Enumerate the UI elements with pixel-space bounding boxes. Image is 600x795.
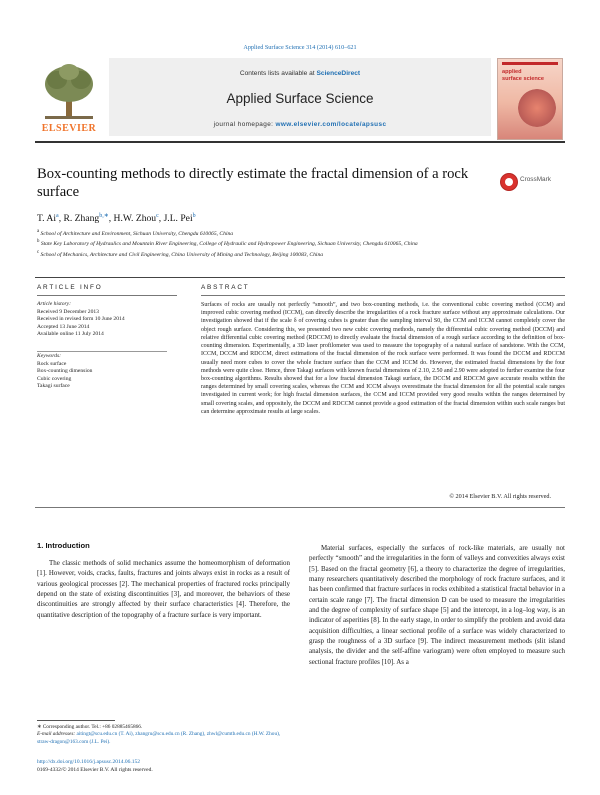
author-name: T. Ai — [37, 213, 57, 225]
abstract-end-rule — [35, 507, 565, 508]
keyword: Takagi surface — [37, 383, 70, 390]
journal-citation[interactable]: Applied Surface Science 314 (2014) 610–621 — [243, 44, 357, 51]
author-affiliation-marker[interactable]: b — [192, 213, 196, 219]
author-list — [37, 212, 196, 224]
body-paragraph: Material surfaces, especially the surfaces of rock-like materials, are usually not perfectly “smooth” and the irregularities in the form of valleys and convexities always exist [5]. Based on the fractal geometry [6], a theory to characterize the degree of irregularities, many researchers quantitatively described the morphology of rock fracture surfaces, and it has been confirmed that fracture surfaces in rocks exhibited a statistical fractal behavior in a certain scale range [7]. The fractal dimension D can be used to measure the irregularities and the degree of complexity of surface shape [5] and the intercept, in a log–log way, is an indicator of asperities [8]. In the early stage, in order to simplify the problem and avoid data acquisition difficulties, a linear sectional profile of a surface was widely characterized to grasp the roughness of a 3D surface [9]. The indirect measurement methods (slit island analysis, the divider and the self-affine variogram) were often employed to measure such sectional fracture profiles [10]. As a — [309, 544, 565, 666]
affiliation-text: State Key Laboratory of Hydraulics and Mountain River Engineering, College of Hydraulic and Hydropower Engineering, Sichuan University, Chengdu 610065, China — [40, 241, 418, 248]
author-name: R. Zhang — [63, 213, 100, 225]
footnote — [37, 724, 290, 746]
sciencedirect-link[interactable]: ScienceDirect — [316, 70, 361, 77]
body-right-column — [309, 543, 565, 667]
article-history — [37, 301, 177, 391]
author-affiliation-marker[interactable]: a — [56, 213, 59, 219]
contents-line — [109, 70, 491, 77]
journal-header — [35, 58, 565, 138]
crossmark-label: CrossMark — [520, 176, 551, 183]
affiliation-text: School of Mechanics, Architecture and Civil Engineering, China University of Mining and Technology, Beijing 100083, China — [40, 251, 324, 258]
crossmark-icon — [500, 173, 518, 191]
keyword: Cubic covering — [37, 375, 72, 382]
homepage-prefix: journal homepage: — [213, 121, 274, 128]
elsevier-tree-icon — [41, 62, 97, 120]
journal-cover — [497, 58, 563, 140]
body-left-column — [37, 558, 290, 620]
history-item: Available online 11 July 2014 — [37, 331, 104, 338]
article-info-rule — [37, 295, 177, 296]
history-item: Received in revised form 10 June 2014 — [37, 316, 125, 323]
section-heading: 1. Introduction — [37, 541, 90, 550]
history-item: Received 9 December 2013 — [37, 308, 99, 315]
abstract-heading: ABSTRACT — [201, 284, 250, 291]
abstract-text: Surfaces of rocks are usually not perfectly “smooth”, and two box-counting methods, i.e. the conventional cubic covering method (CCM) and improved cubic covering method (ICCM), can directly describe the irregularities of a rock fracture surface without any approximate calculations. Our investigation showed that if the scale δ of covering cubes is greater than the sampling interval S0, the CCM and ICCM cannot completely cover the object rough surface. Considering this, we presented two new cubic covering methods, namely the differential cubic covering method (DCCM) and relative differential cubic covering method (RDCCM) to directly evaluate the fractal dimension of a rough surface according to the definition of box-counting dimension. Experimentally, a 3D laser profilometer was used to measure the topography of a natural surface of sandstone. With the CCM, ICCM, DCCM and RDCCM, direct estimations of the fractal dimension of the rock surface were performed. It was found the DCCM and RDCCM usually need more cubes to cover the whole fracture surface than the CCM and ICCM do. However, the estimated fractal dimensions by the four methods were quite close. Hence, three Takagi surfaces with known fractal dimensions of 2.10, 2.50 and 2.90 were adopted to further examine the four box-counting algorithms. Results showed that for a low fractal dimension Takagi surface, the DCCM and RDCCM gave accurate results within the ranges determined by small covering scales, whereas the CCM and ICCM always overestimate the fractal dimension for all the potential scale ranges investigated in current work; for high fractal dimension surfaces, the CCM and ICCM provided very good results within the ranges determined by small covering scales, and oppositely, the DCCM and RDCCM cannot provide a good estimation of the fractal dimension within such scale ranges but can determine approximate results at large scales. — [201, 302, 565, 415]
author-name: H.W. Zhou — [113, 213, 157, 225]
affiliation-text: School of Architecture and Environment, Sichuan University, Chengdu 610065, China — [40, 230, 234, 237]
abstract-rule — [201, 295, 565, 296]
corresponding-author: ∗ Corresponding author. Tel.: +86 02885465866. — [37, 724, 143, 730]
affiliation-rule — [35, 277, 565, 278]
contents-prefix: Contents lists available at — [239, 70, 315, 77]
author-separator: , — [58, 213, 64, 225]
keywords-rule — [37, 351, 167, 352]
cover-image — [518, 89, 556, 127]
keywords-label: Keywords: — [37, 352, 62, 359]
history-item: Accepted 13 June 2014 — [37, 323, 90, 330]
email-label: E-mail addresses: — [37, 731, 76, 738]
affiliation-list — [37, 228, 557, 259]
elsevier-logo — [37, 58, 97, 138]
header-rule — [35, 141, 565, 143]
author-separator: , — [108, 213, 114, 225]
keyword: Rock surface — [37, 360, 67, 367]
history-label: Article history: — [37, 301, 72, 307]
cover-title: applied surface science — [502, 69, 544, 82]
doi-link[interactable]: http://dx.doi.org/10.1016/j.apsusc.2014.06.152 — [37, 759, 141, 765]
email-addresses[interactable]: aitingt@scu.edu.cn (T. Ai), zhangru@scu.edu.cn (R. Zhang), zhwl@cumtb.edu.cn (H.W. Zhou), straw-dragon@163.com (J.L. Pei). — [37, 731, 281, 745]
author-separator: , — [158, 213, 164, 225]
journal-title: Applied Surface Science — [226, 91, 374, 106]
affiliation — [37, 228, 557, 238]
journal-homepage — [109, 121, 491, 128]
crossmark-badge[interactable] — [500, 173, 570, 193]
article-info-heading: ARTICLE INFO — [37, 284, 103, 291]
journal-banner — [109, 58, 491, 136]
homepage-link[interactable]: www.elsevier.com/locate/apsusc — [275, 121, 387, 128]
body-paragraph: The classic methods of solid mechanics assume the homeomorphism of deformation [1]. However, voids, cracks, faults, fractures and joints always exist in rocks as a result of various geological processes [2]. The mechanical properties of fractured rocks principally depend on the state of existing discontinuities [3], and moreover, the behaviors of these discontinuities are strongly affected by their surface characteristics [4]. Therefore, the quantitative description of the topography of a fracture surface is very important. — [37, 559, 290, 619]
issn-line: 0169-4332/© 2014 Elsevier B.V. All rights reserved. — [37, 767, 153, 773]
author-affiliation-marker[interactable]: b,∗ — [99, 213, 109, 219]
affiliation-marker: c — [37, 249, 40, 255]
affiliation-marker: b — [37, 239, 40, 245]
affiliation-marker: a — [37, 229, 40, 234]
article-title: Box-counting methods to directly estimate the fractal dimension of a rock surface — [37, 166, 469, 200]
email-line — [37, 731, 290, 746]
abstract-copyright: © 2014 Elsevier B.V. All rights reserved. — [449, 493, 551, 500]
author-name: J.L. Pei — [163, 213, 193, 225]
affiliation — [37, 238, 557, 248]
keyword: Box-counting dimension — [37, 368, 93, 375]
doi-block — [37, 758, 153, 774]
cover-stripe — [502, 62, 558, 65]
footnote-rule — [37, 720, 115, 721]
author-affiliation-marker[interactable]: c — [156, 213, 159, 219]
elsevier-wordmark: ELSEVIER — [41, 123, 97, 134]
affiliation — [37, 249, 557, 259]
